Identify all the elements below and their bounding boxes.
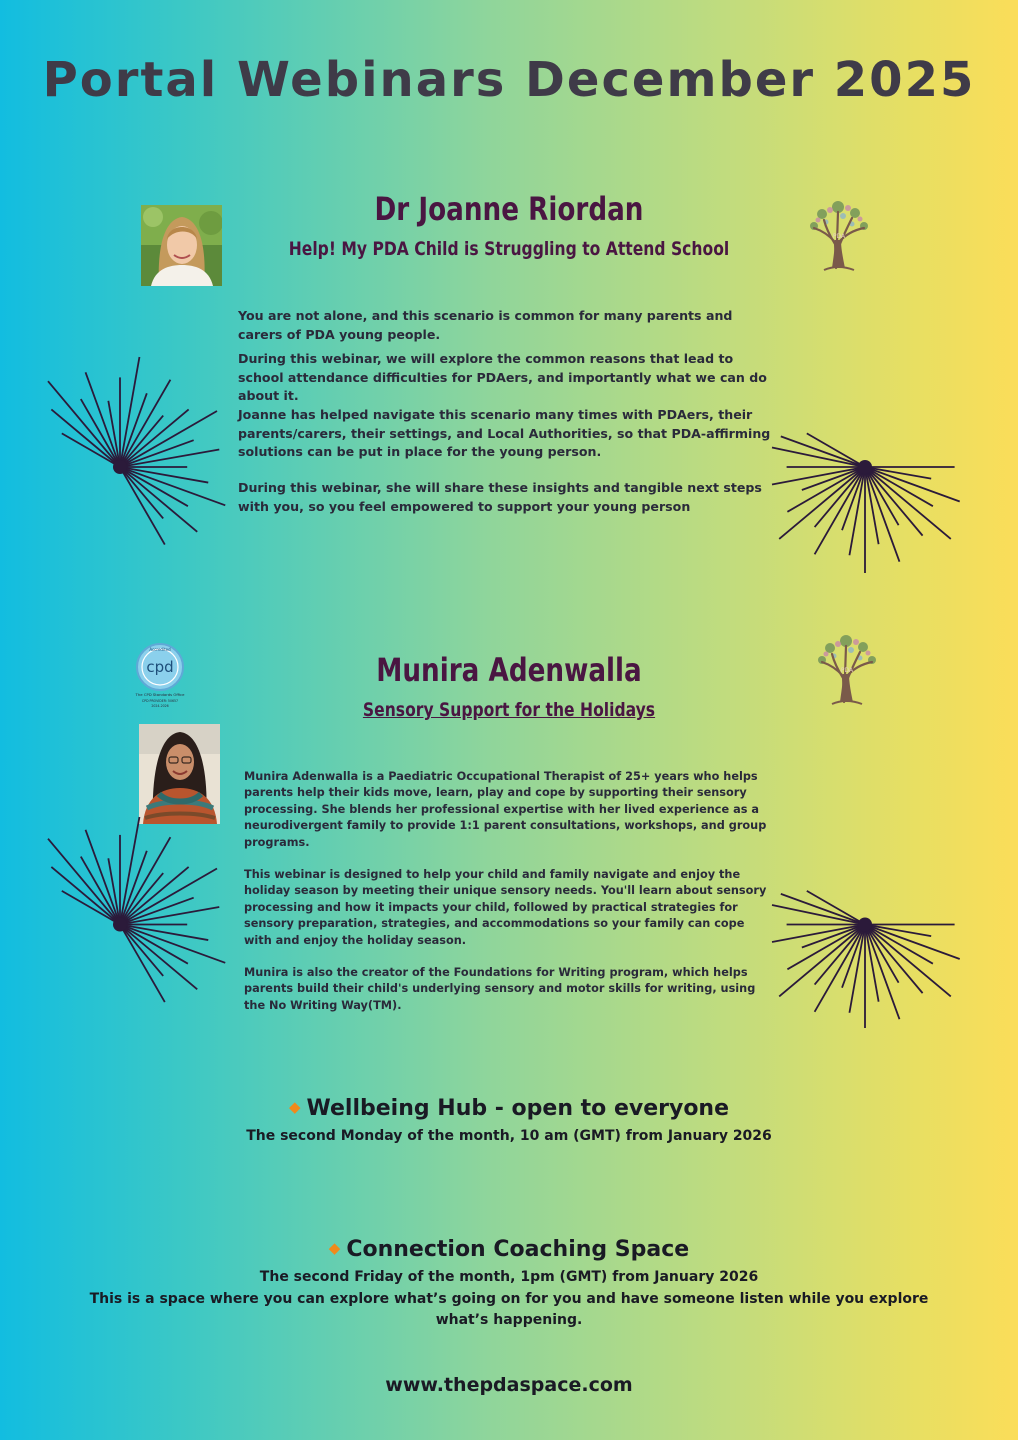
svg-text:PDA: PDA <box>840 667 854 674</box>
description-paragraph: During this webinar, we will explore the common reasons that lead to school attendance difficulties for PDAers, and importantly what we can do about it. <box>238 351 767 403</box>
session-schedule: The second Friday of the month, 1pm (GMT) from January 2026 <box>259 1269 759 1285</box>
sunburst-decoration-right <box>770 815 990 1030</box>
diamond-bullet-icon: ◆ <box>328 1239 341 1257</box>
sunburst-decoration-right <box>770 355 990 575</box>
sunburst-ray <box>807 891 865 925</box>
session-schedule: The second Monday of the month, 10 am (GMT) from January 2026 <box>246 1128 772 1144</box>
sunburst-ray <box>48 381 120 467</box>
svg-text:PDA: PDA <box>832 233 846 240</box>
speaker-photo-munira <box>139 724 220 824</box>
sunburst-center <box>113 460 127 474</box>
speaker-name: Dr Joanne Riordan <box>374 190 644 228</box>
svg-text:Accredited: Accredited <box>149 647 171 652</box>
svg-text:2024-2026: 2024-2026 <box>151 704 169 708</box>
website-link[interactable]: www.thepdaspace.com <box>385 1374 633 1396</box>
sunburst-center <box>858 460 872 474</box>
tree-logo <box>802 198 876 274</box>
description-paragraph: This webinar is designed to help your child and family navigate and enjoy the holiday season by meeting their unique sensory needs. You'll learn about sensory processing and how it impacts your child, followed by practical strategies for sensory preparation, strategies, and accommodations so your family can cope with and enjoy the holiday season. <box>244 868 767 947</box>
sunburst-ray <box>120 467 165 545</box>
svg-text:The CPD Standards Office: The CPD Standards Office <box>135 692 185 697</box>
session-heading <box>0 1096 1018 1121</box>
session-heading <box>0 1237 1018 1262</box>
sunburst-decoration-left <box>20 815 240 1030</box>
sunburst-ray <box>120 925 165 1003</box>
session-title: Connection Coaching Space <box>346 1237 690 1262</box>
sunburst-center <box>858 918 872 932</box>
sunburst-ray <box>807 433 865 467</box>
svg-text:CPD PROVIDER: 50657: CPD PROVIDER: 50657 <box>141 699 179 703</box>
description-paragraph: Munira Adenwalla is a Paediatric Occupational Therapist of 25+ years who helps parents help their kids move, learn, play and cope by supporting their sensory processing. She blends her professional expertise with her lived experience as a neurodivergent family to provide 1:1 parent consultations, workshops, and group programs. <box>244 770 767 849</box>
session-description: This is a space where you can explore what’s going on for you and have someone listen while you explore what’s happening. <box>89 1291 929 1328</box>
sunburst-ray <box>120 467 197 532</box>
page-title: Portal Webinars December 2025 <box>42 52 976 108</box>
sunburst-decoration-left <box>20 355 240 575</box>
svg-text:cpd: cpd <box>146 658 174 676</box>
sunburst-ray <box>48 839 120 925</box>
talk-title: Help! My PDA Child is Struggling to Attend School <box>288 238 730 260</box>
description-paragraph: You are not alone, and this scenario is common for many parents and carers of PDA young people. <box>238 308 733 342</box>
description-paragraph: During this webinar, she will share these insights and tangible next steps with you, so you feel empowered to support your young person <box>238 480 762 514</box>
speaker-name: Munira Adenwalla <box>376 651 642 689</box>
description-paragraph: Munira is also the creator of the Foundations for Writing program, which helps parents build their child's underlying sensory and motor skills for writing, using the No Writing Way(TM). <box>244 966 756 1012</box>
session-title: Wellbeing Hub - open to everyone <box>306 1096 730 1121</box>
sunburst-ray <box>120 925 197 990</box>
sunburst-center <box>113 918 127 932</box>
talk-title: Sensory Support for the Holidays <box>362 699 656 721</box>
description-paragraph: Joanne has helped navigate this scenario many times with PDAers, their parents/carers, their settings, and Local Authorities, so that PDA-affirming solutions can be put in place for the young person. <box>238 407 771 459</box>
diamond-bullet-icon: ◆ <box>288 1098 301 1116</box>
tree-logo <box>810 632 884 708</box>
